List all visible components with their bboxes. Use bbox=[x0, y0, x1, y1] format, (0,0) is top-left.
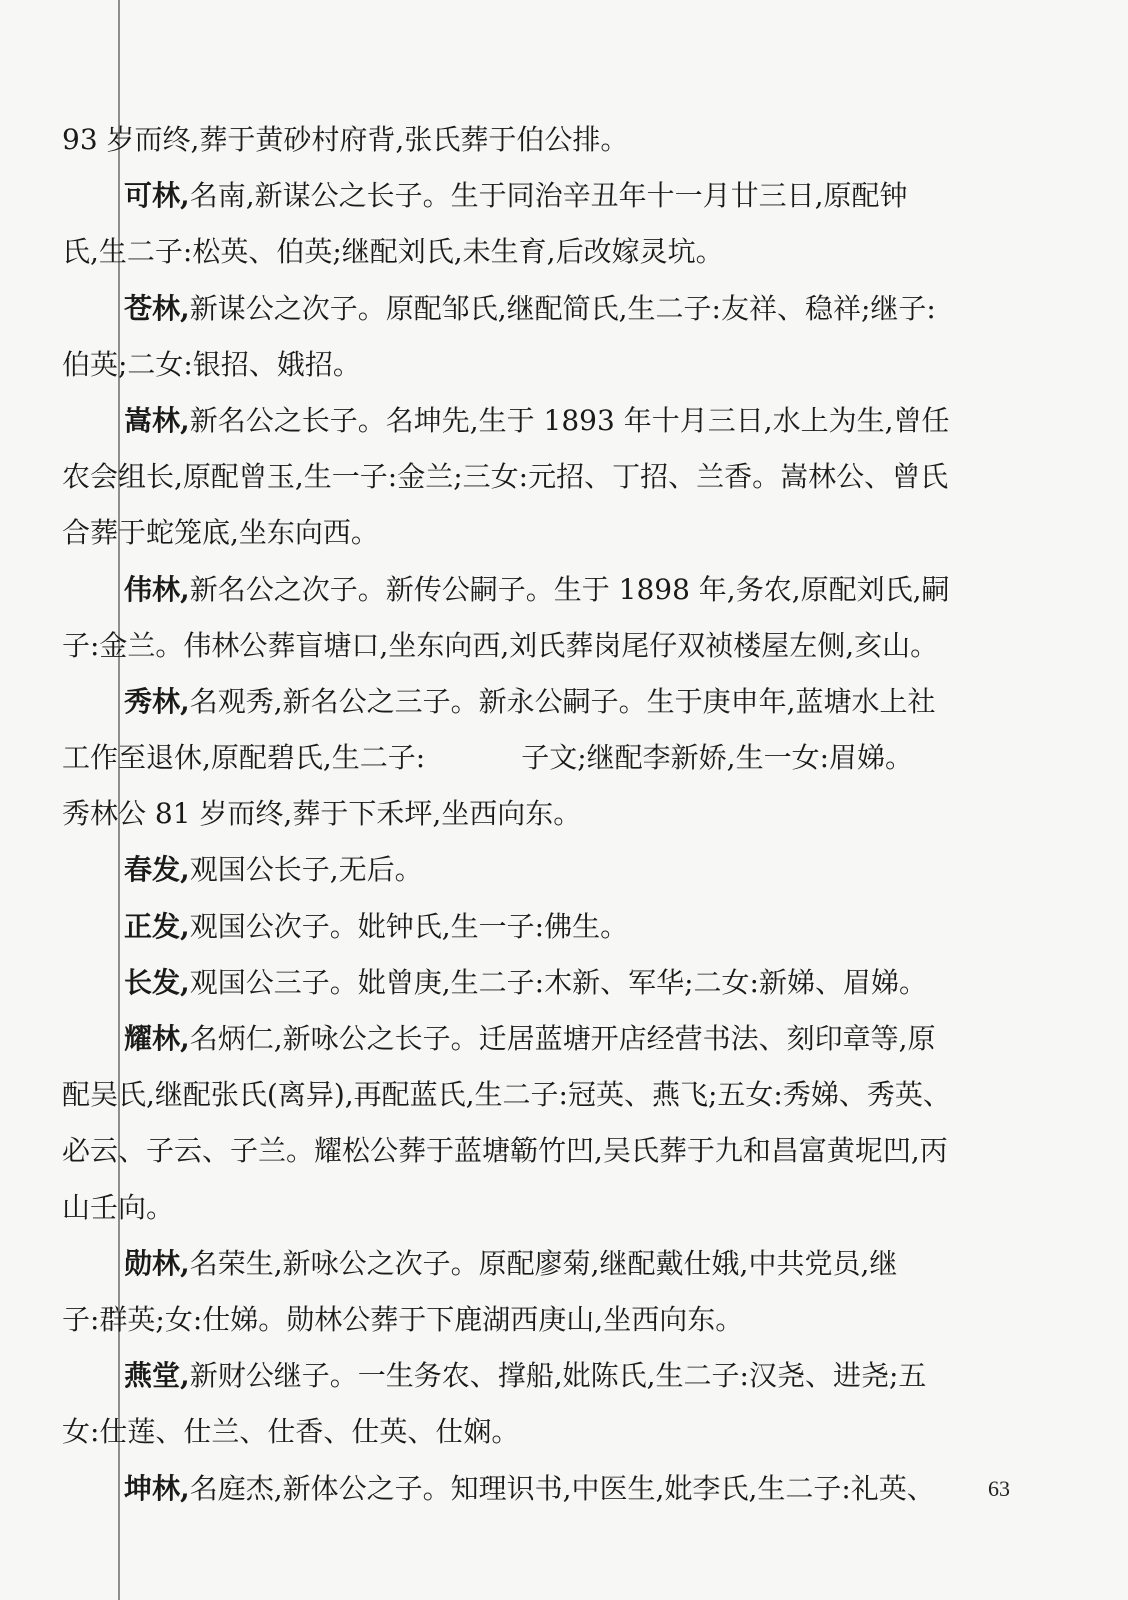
person-name: 长发, bbox=[124, 965, 190, 999]
text-line: 山壬向。 bbox=[62, 1190, 175, 1224]
person-name: 可林, bbox=[124, 179, 190, 213]
page-number: 63 bbox=[988, 1476, 1010, 1501]
person-name: 燕堂, bbox=[124, 1359, 190, 1393]
paragraph-first-line: 可林,名南,新谋公之长子。生于同治辛丑年十一月廿三日,原配钟 bbox=[124, 179, 908, 213]
text-line: 子:群英;女:仕娣。勋林公葬于下鹿湖西庚山,坐西向东。 bbox=[62, 1302, 744, 1336]
person-name: 春发, bbox=[124, 853, 190, 887]
person-name: 勋林, bbox=[124, 1246, 190, 1280]
paragraph-first-line: 燕堂,新财公继子。一生务农、撑船,妣陈氏,生二子:汉尧、进尧;五 bbox=[124, 1359, 927, 1393]
paragraph-first-line: 正发,观国公次子。妣钟氏,生一子:佛生。 bbox=[124, 909, 629, 943]
text-line: 93 岁而终,葬于黄砂村府背,张氏葬于伯公排。 bbox=[62, 123, 629, 156]
paragraph-first-line: 春发,观国公长子,无后。 bbox=[124, 853, 423, 887]
text-line: 秀林公 81 岁而终,葬于下禾坪,坐西向东。 bbox=[62, 797, 582, 831]
paragraph-first-line: 坤林,名庭杰,新体公之子。知理识书,中医生,妣李氏,生二子:礼英、 bbox=[124, 1471, 935, 1505]
body-text bbox=[62, 112, 1022, 1517]
paragraph-first-line: 长发,观国公三子。妣曾庚,生二子:木新、军华;二女:新娣、眉娣。 bbox=[124, 965, 927, 999]
text-line: 子:金兰。伟林公葬盲塘口,坐东向西,刘氏葬岗尾仔双祯楼屋左侧,亥山。 bbox=[62, 628, 939, 662]
person-name: 伟林, bbox=[124, 572, 190, 606]
paragraph-first-line: 伟林,新名公之次子。新传公嗣子。生于 1898 年,务农,原配刘氏,嗣 bbox=[124, 572, 950, 606]
paragraph-first-line: 勋林,名荣生,新咏公之次子。原配廖菊,继配戴仕娥,中共党员,继 bbox=[124, 1246, 898, 1280]
text-line: 伯英;二女:银招、娥招。 bbox=[62, 347, 361, 381]
paragraph-first-line: 苍林,新谋公之次子。原配邹氏,继配简氏,生二子:友祥、稳祥;继子: bbox=[124, 291, 936, 325]
text-line: 配吴氏,继配张氏(离异),再配蓝氏,生二子:冠英、燕飞;五女:秀娣、秀英、 bbox=[62, 1078, 951, 1112]
text-line: 合葬于蛇笼底,坐东向西。 bbox=[62, 516, 379, 550]
text-line: 女:仕莲、仕兰、仕香、仕英、仕娴。 bbox=[62, 1415, 520, 1449]
text-line: 工作至退休,原配碧氏,生二子: 子文;继配李新娇,生一女:眉娣。 bbox=[62, 741, 914, 775]
text-line: 农会组长,原配曾玉,生一子:金兰;三女:元招、丁招、兰香。嵩林公、曾氏 bbox=[62, 460, 949, 494]
paragraph-first-line: 耀林,名炳仁,新咏公之长子。迁居蓝塘开店经营书法、刻印章等,原 bbox=[124, 1022, 936, 1055]
person-name: 秀林, bbox=[124, 684, 190, 718]
paragraph-first-line: 秀林,名观秀,新名公之三子。新永公嗣子。生于庚申年,蓝塘水上社 bbox=[124, 684, 936, 718]
text-line: 氏,生二子:松英、伯英;继配刘氏,未生育,后改嫁灵坑。 bbox=[62, 235, 724, 269]
text-line: 必云、子云、子兰。耀松公葬于蓝塘簕竹凹,吴氏葬于九和昌富黄坭凹,丙 bbox=[62, 1134, 948, 1168]
person-name: 嵩林, bbox=[124, 403, 190, 437]
person-name: 苍林, bbox=[124, 291, 190, 325]
person-name: 坤林, bbox=[124, 1471, 190, 1505]
person-name: 耀林, bbox=[124, 1022, 190, 1055]
paragraph-first-line: 嵩林,新名公之长子。名坤先,生于 1893 年十月三日,水上为生,曾任 bbox=[124, 403, 950, 437]
person-name: 正发, bbox=[124, 909, 190, 943]
